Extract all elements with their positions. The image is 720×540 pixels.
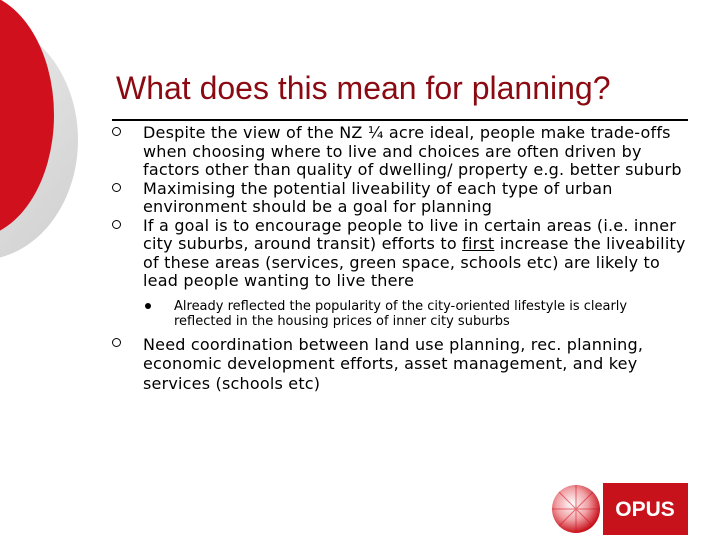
underlined-word: first — [462, 234, 495, 253]
bullet-item — [112, 217, 688, 291]
logo-text: OPUS — [615, 498, 675, 521]
bullet-list — [112, 124, 688, 393]
sub-bullet-item — [112, 299, 688, 329]
filled-dot-bullet-icon — [145, 303, 151, 309]
bullet-text-part: If a goal is to encourage people to live in certain areas (i.e. inner city suburbs, around transit) efforts to — [143, 215, 677, 253]
title-underline — [112, 119, 688, 121]
slide-title: What does this mean for planning? — [116, 70, 611, 106]
bullet-item — [112, 124, 688, 180]
bullet-item — [112, 180, 688, 217]
hollow-circle-bullet-icon — [112, 183, 121, 192]
hollow-circle-bullet-icon — [112, 127, 121, 136]
bullet-text: Maximising the potential liveability of each type of urban environment should be a goal for planning — [143, 178, 613, 216]
sub-bullet-text: Already reflected the popularity of the city-oriented lifestyle is clearly reflected in the housing prices of inner city suburbs — [174, 298, 628, 329]
decorative-red-arc — [0, 0, 110, 260]
hollow-circle-bullet-icon — [112, 220, 121, 229]
bullet-text-part: increase the liveability of these areas (services, green space, schools etc) are likely to lead people wanting to live there — [143, 234, 686, 290]
bullet-text: Despite the view of the NZ ¼ acre ideal, people make trade-offs when choosing where to live and choices are often driven by factors other than quality of dwelling/ property e.g. better suburb — [143, 123, 682, 179]
bullet-text: Need coordination between land use planning, rec. planning, economic development efforts, asset management, and key services (schools etc) — [143, 334, 644, 393]
opus-logo — [549, 483, 688, 535]
hollow-circle-bullet-icon — [112, 338, 121, 347]
bullet-item — [112, 335, 688, 394]
